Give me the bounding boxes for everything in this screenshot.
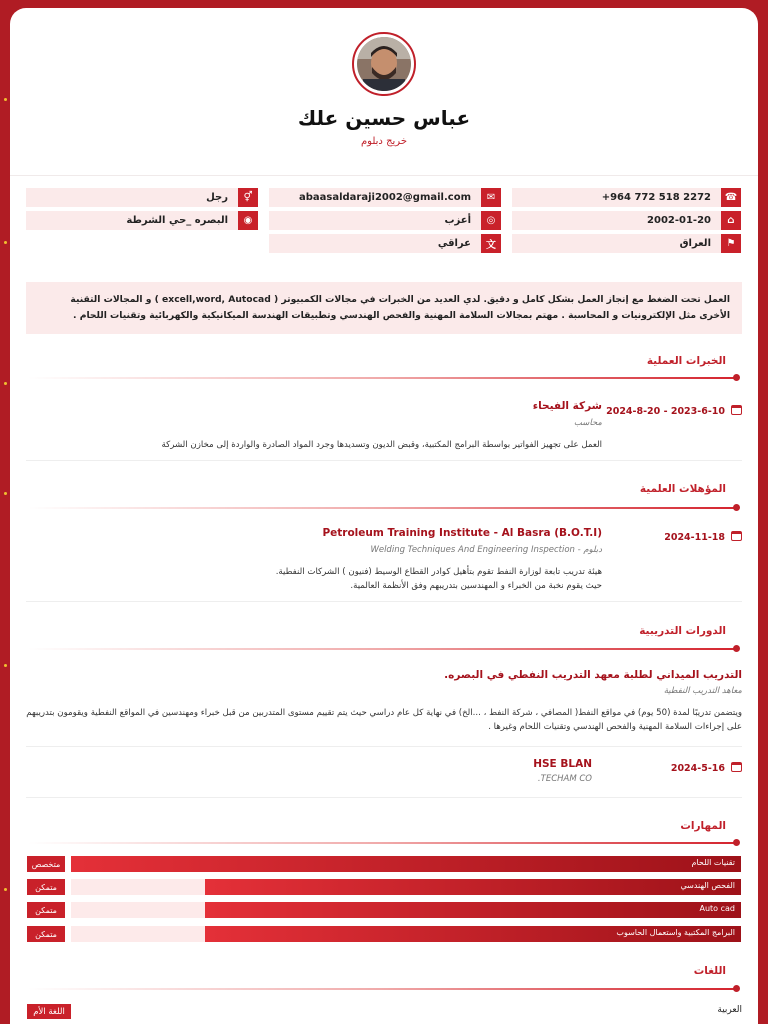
flag-icon: ⚑ — [721, 234, 741, 253]
divider — [26, 460, 742, 461]
country-value: العراق — [679, 238, 711, 249]
language-level-badge: اللغة الأم — [27, 1004, 71, 1019]
education-description-1: هيئة تدريب تابعة لوزارة النفط تقوم بتأهيل كوادر القطاع الوسيط (فنيون ) الشركات النفطية. — [275, 567, 602, 577]
marital-status-value: أعزب — [444, 215, 471, 226]
section-title-languages: اللغات — [693, 965, 726, 977]
section-line — [28, 507, 738, 509]
nationality-value: عراقي — [437, 238, 471, 249]
section-line — [28, 988, 738, 990]
divider — [26, 797, 742, 798]
cake-icon: ⌂ — [721, 211, 741, 230]
profile-photo — [357, 37, 411, 91]
divider — [26, 601, 742, 602]
phone-value[interactable]: +964 772 518 2272 — [601, 192, 711, 203]
skill-level-badge: متمكن — [27, 926, 65, 942]
course-2-title: HSE BLAN — [533, 758, 592, 770]
birth-date-value: 2002-01-20 — [647, 215, 711, 226]
section-line — [28, 648, 738, 650]
skill-level-badge: متخصص — [27, 856, 65, 872]
address-value: البصره _حي الشرطة — [126, 215, 228, 226]
course-description: ويتضمن تدريبًا لمدة (50 يوم) في مواقع النفط( المصافي ، شركة النفط ، ...الخ) في نهاية كل عام دراسي حيث يتم تقييم مستوى المتدربين من قبل خبراء ومهندسين في المواقع النفطية ويقومون بتدريبهم على إجراءات السلامة المهنية والفحص الهندسي وتقنيات اللحام وغيرها . — [26, 708, 742, 732]
education-date: 2024-11-18 — [664, 525, 742, 544]
email-value[interactable]: abaasaldaraji2002@gmail.com — [298, 192, 471, 203]
section-dot — [733, 374, 740, 381]
candidate-title: خريج دبلوم — [360, 136, 408, 147]
rings-icon: ◎ — [481, 211, 501, 230]
skill-level-badge: متمكن — [27, 879, 65, 895]
skill-track — [71, 879, 741, 895]
education-degree: دبلوم - Welding Techniques And Engineering Inspection — [370, 545, 602, 555]
skill-row — [27, 856, 741, 872]
calendar-icon — [731, 762, 742, 772]
skill-level-badge: متمكن — [27, 902, 65, 918]
skill-row — [27, 926, 741, 942]
envelope-icon: ✉ — [481, 188, 501, 207]
summary: العمل تحت الضغط مع إنجاز العمل بشكل كامل و دقيق. لدي العديد من الخبرات في مجالات الكمبيوتر ( excell,word, Autocad ) و المجالات التقنية الأخرى مثل الإلكترونيات و المحاسبة . مهتم بمجالات السلامة المهنية والفحص الهندسي وتطبيقات الهندسة الميكانيكية والكهربائية وتقنيات اللحام . — [26, 282, 742, 334]
skill-name: البرامج المكتبية واستعمال الحاسوب — [616, 928, 735, 937]
language-name: العربية — [717, 1005, 742, 1015]
experience-date: 2023-6-10 - 2024-8-20 — [606, 399, 742, 418]
experience-description: العمل على تجهيز الفواتير بواسطة البرامج المكتبية، وقبض الديون وتسديدها وجرد المواد الصادرة والواردة إلى مخازن الشركة — [161, 440, 602, 450]
info-marital-status — [269, 211, 501, 230]
course-title: التدريب الميداني لطلبة معهد التدريب النفطي في البصره. — [444, 669, 742, 681]
section-dot — [733, 645, 740, 652]
profile-header — [10, 8, 758, 176]
resume-page — [10, 8, 758, 1024]
info-phone — [512, 188, 741, 207]
skill-row — [27, 902, 741, 918]
section-title-experience: الخبرات العملية — [646, 355, 726, 367]
experience-company: شركة الفيحاء — [532, 400, 602, 412]
skill-name: الفحص الهندسي — [680, 881, 735, 890]
info-address — [26, 211, 258, 230]
info-email — [269, 188, 501, 207]
education-description-2: حيث يقوم نخبة من الخبراء و المهندسين بتدريبهم وفق الأنظمة العالمية. — [350, 581, 602, 591]
info-nationality — [269, 234, 501, 253]
section-title-skills: المهارات — [680, 820, 726, 832]
skill-bar-fill — [205, 902, 741, 918]
skill-row — [27, 879, 741, 895]
divider — [26, 746, 742, 747]
experience-role: محاسب — [573, 418, 602, 428]
candidate-name: عباس حسين علك — [297, 106, 471, 130]
section-line — [28, 377, 738, 379]
section-dot — [733, 985, 740, 992]
course-2-provider: TECHAM CO. — [537, 774, 592, 784]
info-gender — [26, 188, 258, 207]
info-country — [512, 234, 741, 253]
info-birth-date — [512, 211, 741, 230]
section-line — [28, 842, 738, 844]
education-institution: (Petroleum Training Institute - Al Basra (B.O.T.I — [322, 527, 602, 539]
gender-icon: ⚥ — [238, 188, 258, 207]
skill-name: Auto cad — [699, 904, 735, 913]
calendar-icon — [731, 405, 742, 415]
calendar-icon — [731, 531, 742, 541]
section-dot — [733, 839, 740, 846]
section-title-education: المؤهلات العلمية — [639, 483, 726, 495]
skill-track — [71, 926, 741, 942]
gender-value: رجل — [206, 192, 228, 203]
skill-track — [71, 902, 741, 918]
course-2-date: 2024-5-16 — [671, 756, 742, 775]
section-dot — [733, 504, 740, 511]
skill-name: تقنيات اللحام — [691, 858, 735, 867]
phone-icon: ☎ — [721, 188, 741, 207]
avatar — [352, 32, 416, 96]
course-provider: معاهد التدريب النفطية — [663, 686, 742, 696]
section-title-courses: الدورات التدريبية — [639, 625, 726, 637]
translate-icon: 文 — [481, 234, 501, 253]
skill-bar-fill — [71, 856, 741, 872]
skill-bar-fill — [205, 879, 741, 895]
skill-track — [71, 856, 741, 872]
location-pin-icon: ◉ — [238, 211, 258, 230]
